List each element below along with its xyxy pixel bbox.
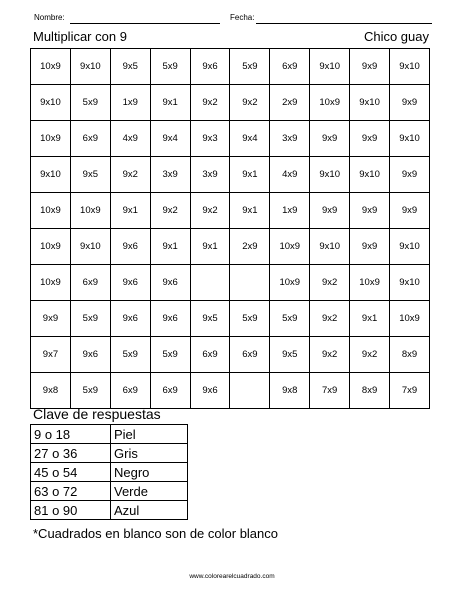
grid-row (31, 229, 430, 265)
grid-cell: 5x9 (70, 301, 110, 337)
grid-cell: 9x1 (150, 85, 190, 121)
answer-key-color: Verde (111, 482, 188, 501)
grid-cell: 7x9 (390, 373, 430, 409)
name-label: Nombre: (34, 13, 65, 22)
grid-cell: 1x9 (110, 85, 150, 121)
grid-cell: 5x9 (150, 337, 190, 373)
grid-cell: 9x10 (70, 49, 110, 85)
grid-cell: 9x9 (310, 121, 350, 157)
grid-cell: 9x10 (350, 85, 390, 121)
grid-cell: 9x1 (350, 301, 390, 337)
grid-cell: 10x9 (270, 265, 310, 301)
grid-cell: 9x10 (390, 49, 430, 85)
answer-key-row (31, 501, 188, 520)
grid-cell: 10x9 (31, 229, 71, 265)
grid-cell: 9x10 (390, 265, 430, 301)
answer-key-color: Gris (111, 444, 188, 463)
worksheet-title: Multiplicar con 9 (33, 29, 127, 44)
grid-cell: 9x6 (110, 265, 150, 301)
grid-cell: 5x9 (150, 49, 190, 85)
grid-cell: 9x1 (110, 193, 150, 229)
grid-cell (230, 373, 270, 409)
grid-cell: 6x9 (150, 373, 190, 409)
grid-cell: 9x2 (190, 193, 230, 229)
grid-cell: 10x9 (390, 301, 430, 337)
answer-key-range: 45 o 54 (31, 463, 111, 482)
grid-row (31, 85, 430, 121)
grid-cell (230, 265, 270, 301)
grid-cell: 9x10 (350, 157, 390, 193)
answer-key-row (31, 425, 188, 444)
grid-cell: 9x4 (150, 121, 190, 157)
grid-cell: 9x6 (150, 265, 190, 301)
grid-row (31, 121, 430, 157)
grid-cell: 4x9 (110, 121, 150, 157)
grid-cell: 9x10 (310, 49, 350, 85)
grid-cell: 6x9 (270, 49, 310, 85)
grid-cell: 9x2 (350, 337, 390, 373)
worksheet-subtitle: Chico guay (363, 29, 429, 44)
grid-cell: 9x10 (310, 157, 350, 193)
grid-cell: 9x2 (110, 157, 150, 193)
grid-cell: 6x9 (70, 265, 110, 301)
grid-cell: 9x7 (31, 337, 71, 373)
grid-cell: 9x5 (70, 157, 110, 193)
grid-cell: 9x2 (310, 265, 350, 301)
grid-cell: 9x9 (390, 85, 430, 121)
grid-cell: 9x10 (70, 229, 110, 265)
grid-cell: 4x9 (270, 157, 310, 193)
grid-cell: 6x9 (190, 337, 230, 373)
grid-cell: 9x2 (150, 193, 190, 229)
grid-cell: 7x9 (310, 373, 350, 409)
grid-cell: 9x1 (230, 193, 270, 229)
grid-cell: 10x9 (70, 193, 110, 229)
color-by-number-grid (30, 48, 430, 409)
grid-cell: 9x5 (110, 49, 150, 85)
answer-key-color: Negro (111, 463, 188, 482)
grid-cell: 6x9 (110, 373, 150, 409)
grid-cell: 9x10 (31, 157, 71, 193)
grid-cell: 2x9 (270, 85, 310, 121)
grid-cell: 2x9 (230, 229, 270, 265)
grid-cell (190, 265, 230, 301)
footnote: *Cuadrados en blanco son de color blanco (33, 526, 279, 541)
grid-cell: 9x6 (110, 301, 150, 337)
grid-cell: 8x9 (350, 373, 390, 409)
grid-cell: 9x5 (270, 337, 310, 373)
answer-key-title: Clave de respuestas (33, 406, 161, 422)
grid-cell: 3x9 (190, 157, 230, 193)
date-line (256, 23, 432, 24)
grid-cell: 9x6 (190, 49, 230, 85)
answer-key-color: Azul (111, 501, 188, 520)
grid-cell: 9x10 (310, 229, 350, 265)
grid-row (31, 193, 430, 229)
grid-cell: 9x2 (310, 337, 350, 373)
grid-cell: 9x9 (390, 193, 430, 229)
grid-row (31, 265, 430, 301)
answer-key-color: Piel (111, 425, 188, 444)
grid-cell: 9x9 (31, 301, 71, 337)
grid-cell: 10x9 (31, 193, 71, 229)
grid-cell: 9x9 (350, 121, 390, 157)
answer-key-row (31, 463, 188, 482)
answer-key-range: 81 o 90 (31, 501, 111, 520)
header-row (34, 13, 432, 25)
grid-cell: 5x9 (230, 49, 270, 85)
grid-cell: 9x9 (350, 49, 390, 85)
grid-cell: 10x9 (31, 49, 71, 85)
grid-cell: 9x9 (350, 229, 390, 265)
grid-cell: 1x9 (270, 193, 310, 229)
grid-cell: 10x9 (350, 265, 390, 301)
grid-cell: 5x9 (70, 85, 110, 121)
grid-cell: 9x4 (230, 121, 270, 157)
grid-cell: 9x10 (31, 85, 71, 121)
grid-cell: 9x2 (230, 85, 270, 121)
grid-cell: 3x9 (270, 121, 310, 157)
grid-cell: 9x9 (350, 193, 390, 229)
grid-cell: 8x9 (390, 337, 430, 373)
grid-cell: 5x9 (230, 301, 270, 337)
grid-cell: 5x9 (110, 337, 150, 373)
title-row (33, 29, 429, 47)
grid-row (31, 49, 430, 85)
grid-row (31, 373, 430, 409)
answer-key-range: 9 o 18 (31, 425, 111, 444)
grid-row (31, 157, 430, 193)
grid-row (31, 301, 430, 337)
grid-cell: 9x6 (190, 373, 230, 409)
grid-cell: 9x5 (190, 301, 230, 337)
grid-cell: 9x1 (230, 157, 270, 193)
grid-cell: 9x8 (270, 373, 310, 409)
website-url: www.colorearelcuadrado.com (189, 573, 275, 580)
grid-row (31, 337, 430, 373)
grid-cell: 10x9 (270, 229, 310, 265)
grid-cell: 9x10 (390, 229, 430, 265)
grid-cell: 9x6 (70, 337, 110, 373)
grid-cell: 6x9 (230, 337, 270, 373)
grid-cell: 9x9 (390, 157, 430, 193)
grid-cell: 9x8 (31, 373, 71, 409)
grid-cell: 10x9 (310, 85, 350, 121)
grid-cell: 9x6 (110, 229, 150, 265)
answer-key-range: 63 o 72 (31, 482, 111, 501)
grid-cell: 9x3 (190, 121, 230, 157)
grid-cell: 9x10 (390, 121, 430, 157)
grid-cell: 3x9 (150, 157, 190, 193)
grid-cell: 10x9 (31, 121, 71, 157)
grid-cell: 9x9 (310, 193, 350, 229)
answer-key-row (31, 444, 188, 463)
name-line (70, 23, 220, 24)
grid-cell: 9x1 (150, 229, 190, 265)
grid-cell: 10x9 (31, 265, 71, 301)
date-label: Fecha: (230, 13, 255, 22)
grid-cell: 9x6 (150, 301, 190, 337)
answer-key-table (30, 424, 188, 520)
grid-cell: 9x2 (190, 85, 230, 121)
grid-cell: 5x9 (270, 301, 310, 337)
grid-cell: 5x9 (70, 373, 110, 409)
answer-key-range: 27 o 36 (31, 444, 111, 463)
answer-key-row (31, 482, 188, 501)
grid-cell: 6x9 (70, 121, 110, 157)
grid-cell: 9x2 (310, 301, 350, 337)
grid-cell: 9x1 (190, 229, 230, 265)
